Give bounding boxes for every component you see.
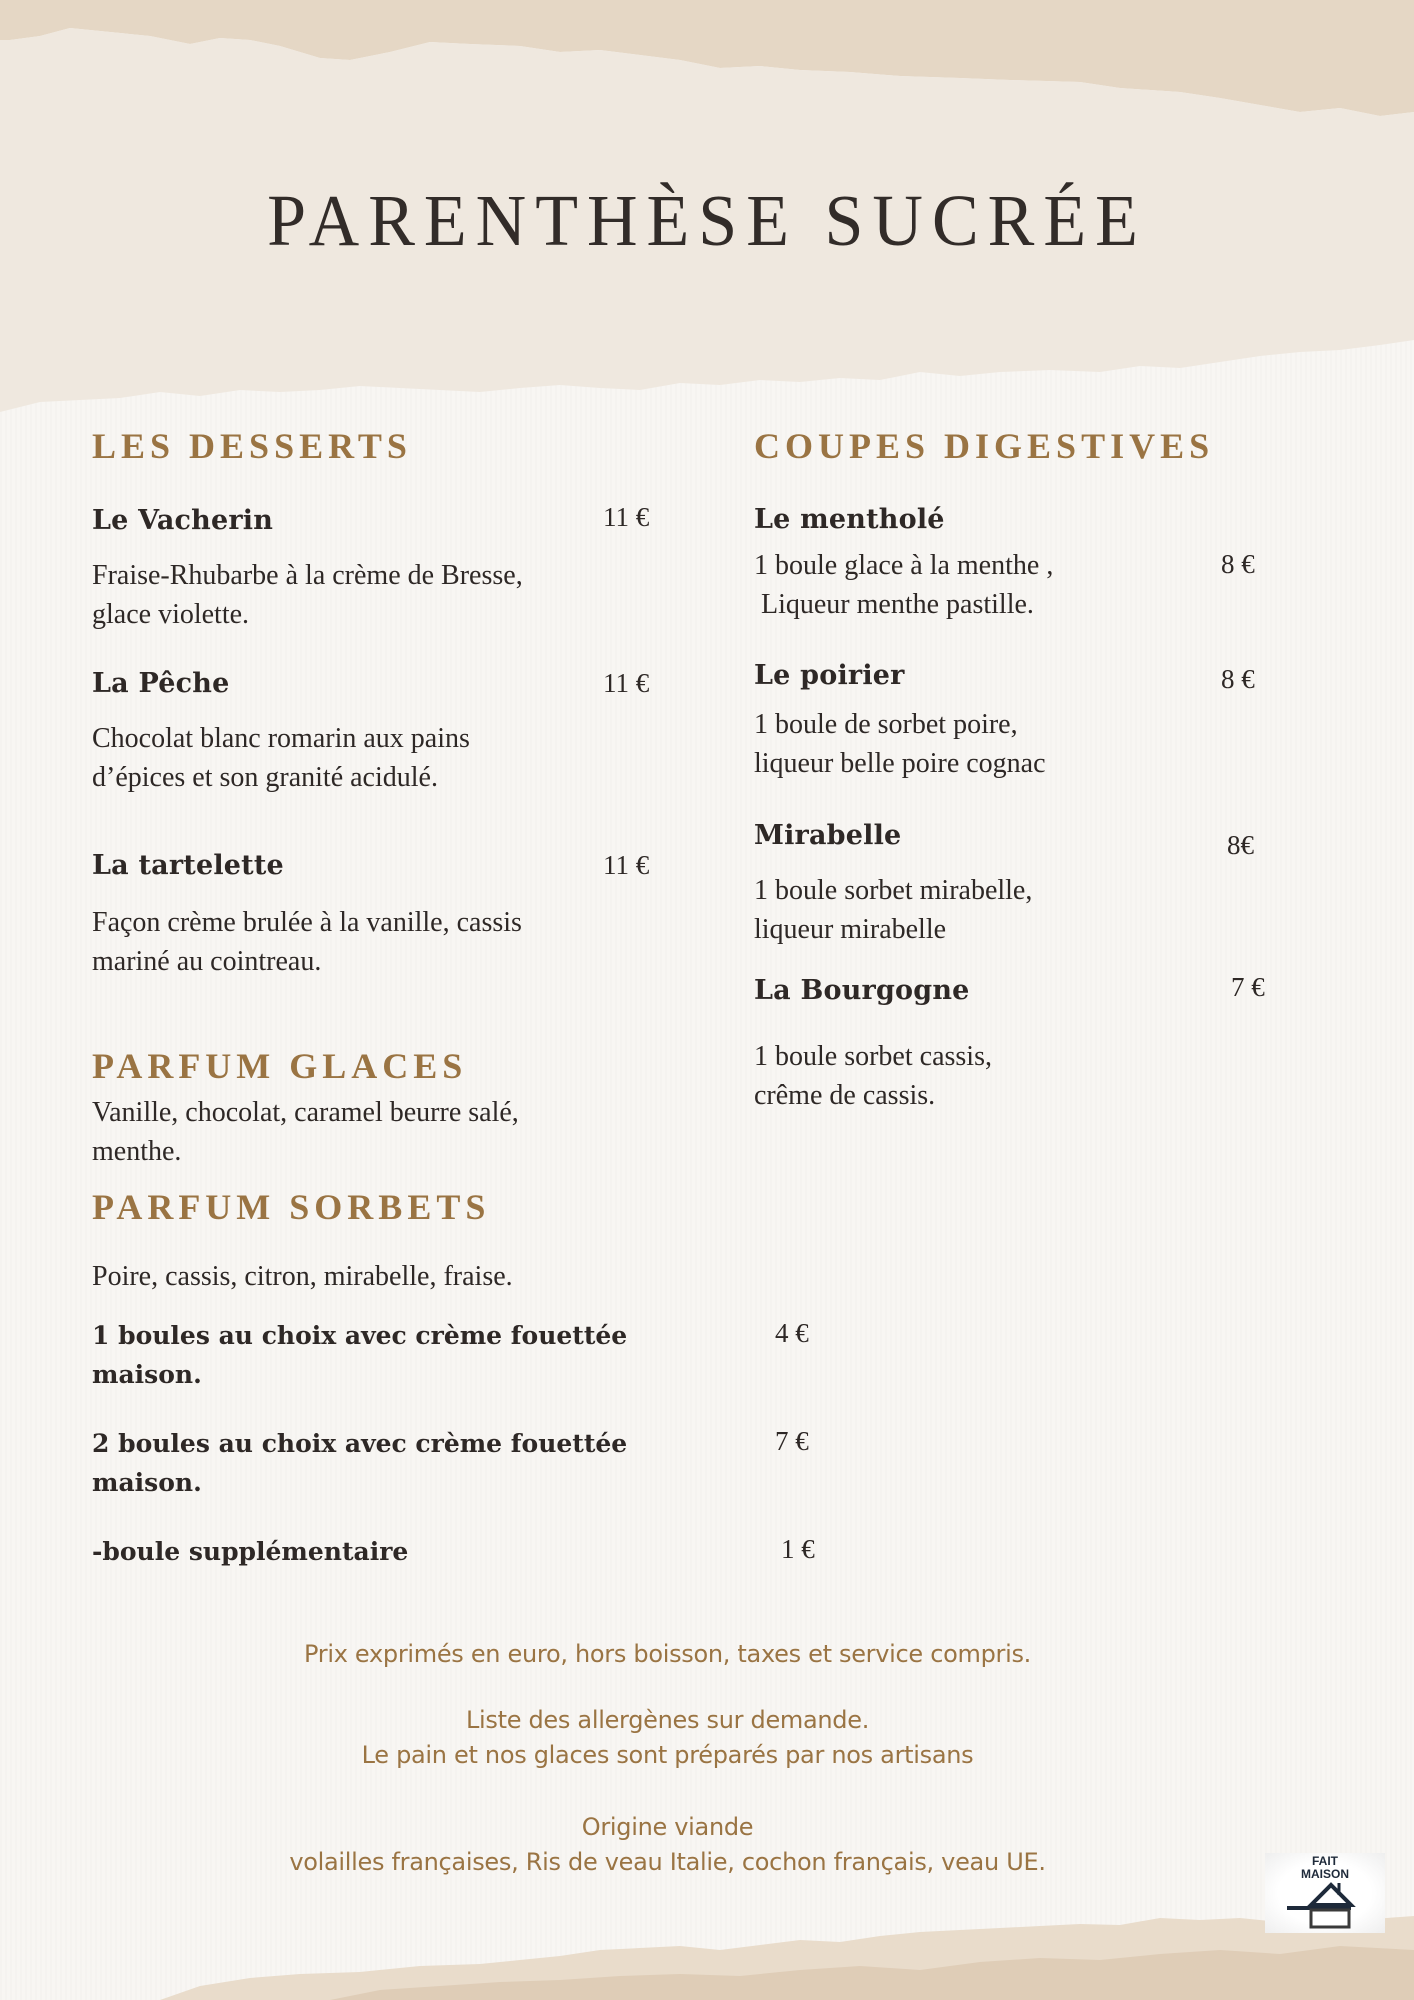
description-line: d’épices et son granité acidulé. bbox=[92, 762, 438, 793]
footer-meat-origin bbox=[0, 1810, 1335, 1880]
coupe-price: 8 € bbox=[1221, 549, 1255, 579]
footer-allergens-note bbox=[0, 1703, 1335, 1773]
scoop-option-price: 7 € bbox=[775, 1426, 809, 1456]
meat-origin-title: Origine viande bbox=[581, 1813, 754, 1841]
footer-prices-note bbox=[0, 1637, 1335, 1672]
dessert-name: La tartelette bbox=[92, 850, 284, 881]
section-heading-glaces: PARFUM GLACES bbox=[92, 1046, 468, 1086]
coupe-name: Le mentholé bbox=[754, 504, 945, 535]
fait-maison-badge bbox=[1265, 1853, 1385, 1933]
coupe-description bbox=[754, 1037, 992, 1115]
glaces-flavours bbox=[92, 1093, 519, 1171]
dessert-name: Le Vacherin bbox=[92, 505, 274, 536]
description-line: 1 boule de sorbet poire, bbox=[754, 709, 1018, 740]
coupe-name: Mirabelle bbox=[754, 820, 902, 851]
description-line: liqueur belle poire cognac bbox=[754, 748, 1046, 779]
coupe-price: 8€ bbox=[1227, 830, 1254, 860]
scoop-option-price: 1 € bbox=[781, 1534, 815, 1564]
description-line: glace violette. bbox=[92, 599, 250, 630]
dessert-price: 11 € bbox=[603, 502, 650, 532]
prices-note-text: Prix exprimés en euro, hors boisson, taxes et service compris. bbox=[304, 1640, 1031, 1668]
dessert-description bbox=[92, 903, 522, 981]
coupe-name: La Bourgogne bbox=[754, 975, 970, 1006]
coupe-description bbox=[754, 705, 1046, 783]
flavours-line: Poire, cassis, citron, mirabelle, fraise. bbox=[92, 1261, 513, 1292]
scoop-option-label: 2 boules au choix avec crème fouettée maison. bbox=[92, 1429, 628, 1497]
scoop-option-label: -boule supplémentaire bbox=[92, 1537, 409, 1566]
menu-title: PARENTHÈSE SUCRÉE bbox=[267, 181, 1147, 262]
sorbets-flavours bbox=[92, 1257, 513, 1296]
section-heading-sorbets: PARFUM SORBETS bbox=[92, 1187, 491, 1227]
description-line: Liqueur menthe pastille. bbox=[754, 589, 1034, 620]
scoop-option-label: 1 boules au choix avec crème fouettée maison. bbox=[92, 1321, 628, 1389]
description-line: 1 boule glace à la menthe , bbox=[754, 550, 1054, 581]
badge-label bbox=[1265, 1855, 1385, 1881]
flavours-line: Vanille, chocolat, caramel beurre salé, bbox=[92, 1097, 519, 1128]
description-line: 1 boule sorbet mirabelle, bbox=[754, 875, 1033, 906]
scoop-option-price: 4 € bbox=[775, 1318, 809, 1348]
description-line: Chocolat blanc romarin aux pains bbox=[92, 723, 470, 754]
flavours-line: menthe. bbox=[92, 1136, 182, 1167]
description-line: Fraise-Rhubarbe à la crème de Bresse, bbox=[92, 560, 523, 591]
house-icon bbox=[1287, 1881, 1367, 1929]
description-line: 1 boule sorbet cassis, bbox=[754, 1041, 992, 1072]
badge-line: MAISON bbox=[1301, 1867, 1349, 1881]
dessert-name: La Pêche bbox=[92, 668, 230, 699]
coupe-description bbox=[754, 871, 1032, 949]
badge-line: FAIT bbox=[1312, 1854, 1338, 1868]
coupe-price: 7 € bbox=[1231, 972, 1265, 1002]
allergens-text: Liste des allergènes sur demande. bbox=[465, 1706, 870, 1734]
dessert-price: 11 € bbox=[603, 668, 650, 698]
torn-paper-bottom-decoration bbox=[0, 1890, 1414, 2000]
dessert-description bbox=[92, 719, 470, 797]
artisans-text: Le pain et nos glaces sont préparés par nos artisans bbox=[361, 1741, 974, 1769]
coupe-name: Le poirier bbox=[754, 660, 905, 691]
coupe-description bbox=[754, 546, 1053, 624]
description-line: mariné au cointreau. bbox=[92, 946, 322, 977]
description-line: liqueur mirabelle bbox=[754, 914, 947, 945]
section-heading-coupes: COUPES DIGESTIVES bbox=[754, 426, 1215, 466]
description-line: crême de cassis. bbox=[754, 1080, 936, 1111]
dessert-price: 11 € bbox=[603, 850, 650, 880]
meat-origin-text: volailles françaises, Ris de veau Italie, cochon français, veau UE. bbox=[289, 1848, 1046, 1876]
coupe-price: 8 € bbox=[1221, 664, 1255, 694]
dessert-description bbox=[92, 556, 523, 634]
section-heading-desserts: LES DESSERTS bbox=[92, 426, 412, 466]
description-line: Façon crème brulée à la vanille, cassis bbox=[92, 907, 522, 938]
